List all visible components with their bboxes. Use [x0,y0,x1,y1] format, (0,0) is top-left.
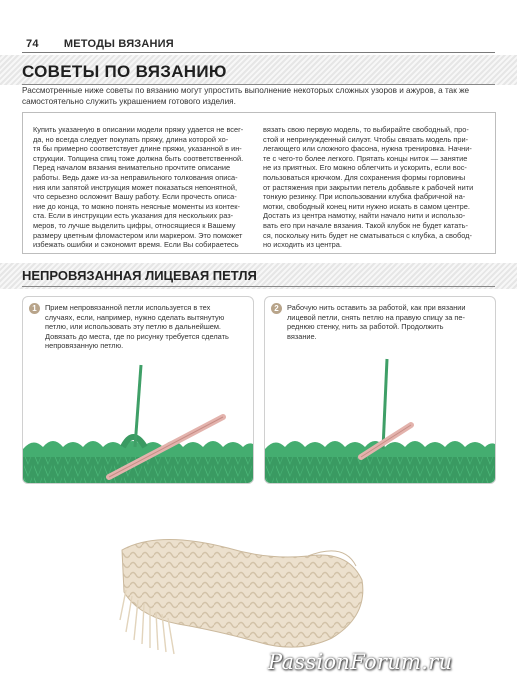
section-title-divider [22,84,495,85]
section-title: СОВЕТЫ ПО ВЯЗАНИЮ [22,62,227,81]
tips-box [22,112,496,254]
tips-column-left: Купить указанную в описании модели пряжу удается не всег- да, но всегда следует покупать пряжу, длина которой хо- тя бы примерно соответствует длине пряжи, указанной в ин- струкции. Толщина спиц тоже должна быть соответственной. Перед началом вязания внимательно прочтите описание работы. Ведь даже из-за неправильного толкования описа- ния или запятой инструкция может показаться непонятной, что серьезно осложнит Вашу работу. Если прочесть описа- ние до конца, то можно понять неясные моменты из контек- ста. Если в инструкции есть указания для нескольких раз- меров, то лучше выделить цифры, относящиеся к Вашему размеру цветным фломастером или маркером. Это поможет избежать ошибки и сэкономит время. Если Вы собираетесь [33,125,244,250]
step-number-badge: 2 [271,303,282,314]
page-number: 74 [26,38,39,50]
step-text: Прием непровязанной петли используется в тех случаях, если, например, нужно сделать вытянутую петлю, или использовать эту петлю в дальнейшем. Довязать до места, где по рисунку требуется сделать непровязанную петлю. [45,303,229,351]
chapter-title: МЕТОДЫ ВЯЗАНИЯ [63,38,174,50]
tips-column-right: вязать свою первую модель, то выбирайте свободный, про- стой и непринужденный силуэт. Чтобы связать модель при- легающего или сложного фасона, нужна тренировка. Начни- те с чего-то более легкого. Прятать концы ниток — занятие не из приятных. Его можно облегчить и ускорить, если вос- пользоваться крючком. Для сохранения формы горловины от растяжения при закрытии петель добавьте к рабочей нити тонкую резинку. При использовании клубка фабричной на- мотки, свободный конец нити нужно искать в самом центре. Достать из центра намотку, найти начало нити и использо- вать его при начале вязания. Такой клубок не будет катать- ся, поскольку нить будет не сматываться с клубка, а свобод- но исходить из центра. [263,125,474,250]
mitten-photo [118,520,368,660]
header-divider [22,52,495,53]
subsection-title: НЕПРОВЯЗАННАЯ ЛИЦЕВАЯ ПЕТЛЯ [22,268,257,283]
subsection-title-divider [22,286,495,287]
step-card-2 [264,296,496,484]
step-card-1 [22,296,254,484]
step-number-badge: 1 [29,303,40,314]
step-text: Рабочую нить оставить за работой, как при вязании лицевой петли, снять петлю на правую спицу за пе- реднюю стенку, нить за работой. Продолжить вязание. [287,303,466,341]
page-header [26,38,174,50]
section-intro: Рассмотренные ниже советы по вязанию могут упростить выполнение некоторых сложных узоров и ажуров, а так же самостоятельно служить украшением готового изделия. [22,86,470,106]
watermark: PassionForum.ru [268,650,453,674]
